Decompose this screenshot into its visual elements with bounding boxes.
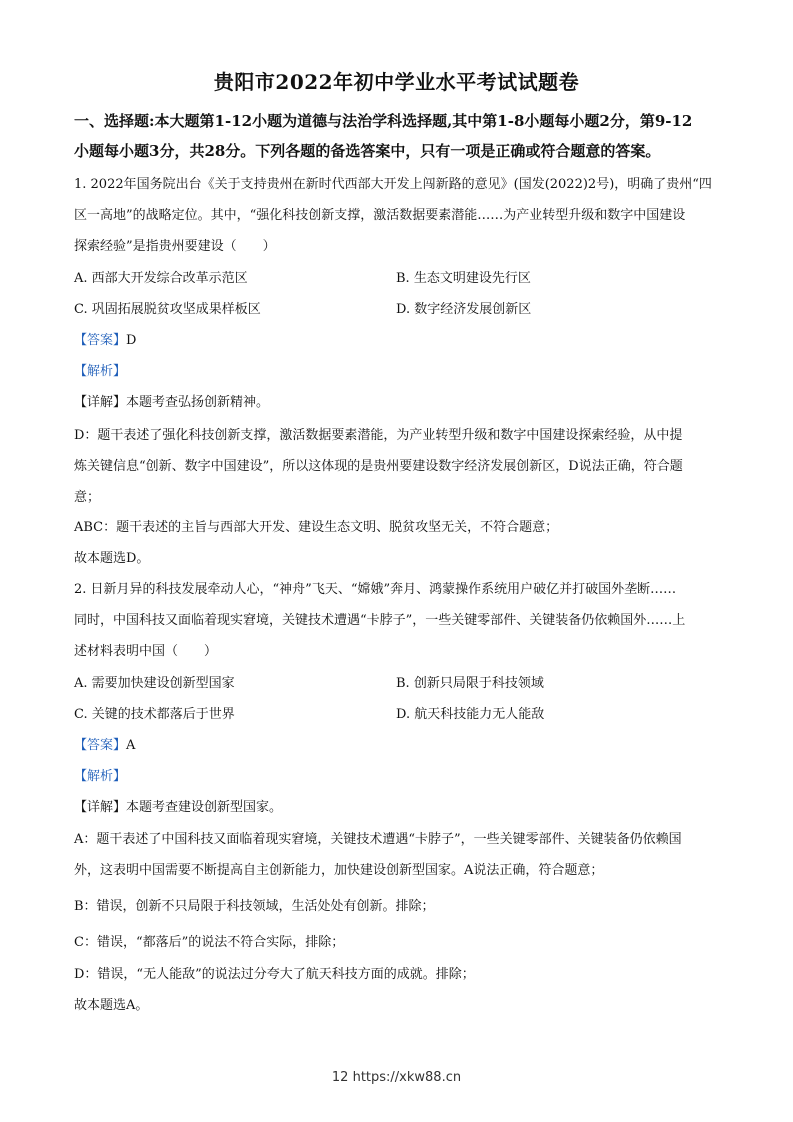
q1-stem-line-1: 1. 2022年国务院出台《关于支持贵州在新时代西部大开发上闯新路的意见》(国发(2022)2号)，明确了贵州“四: [74, 177, 712, 192]
q1-conclusion: 故本题选D。: [74, 551, 150, 566]
q2-answer: [74, 734, 724, 753]
q2-analysis: [74, 765, 724, 784]
section-heading-line-2: 小题每小题3分，共28分。下列各题的备选答案中，只有一项是正确或符合题意的答案。: [74, 142, 661, 160]
q1-option-b: B. 生态文明建设先行区: [396, 271, 531, 286]
q1-analysis: [74, 360, 724, 379]
q1-explain-line-3: 意；: [74, 490, 101, 505]
q1-stem-line-3: 探索经验”是指贵州要建设（ ）: [74, 239, 276, 254]
page-footer: 12 https://xkw88.cn: [331, 1070, 462, 1085]
q2-explain-line-3: B：错误，创新不只局限于科技领域，生活处处有创新。排除；: [74, 899, 435, 914]
q1-option-d: D. 数字经济发展创新区: [396, 302, 532, 317]
q2-explain-line-2: 外，这表明中国需要不断提高自主创新能力，加快建设创新型国家。A说法正确，符合题意；: [74, 863, 604, 878]
q1-explain-line-4: ABC：题干表述的主旨与西部大开发、建设生态文明、脱贫攻坚无关，不符合题意；: [74, 520, 559, 535]
q1-answer-value: D: [126, 333, 137, 348]
q2-option-d: D. 航天科技能力无人能敌: [396, 707, 545, 722]
q1-analysis-tag: 【解析】: [74, 364, 127, 379]
q1-explain-line-1: D：题干表述了强化科技创新支撑，激活数据要素潜能，为产业转型升级和数字中国建设探索经验，从中提: [74, 428, 683, 443]
q1-explain-line-2: 炼关键信息“创新、数字中国建设”，所以这体现的是贵州要建设数字经济发展创新区，D说法正确，符合题: [74, 459, 683, 474]
q1-detail-text: 本题考查弘扬创新精神。: [126, 395, 270, 410]
q2-stem-line-1: 2. 日新月异的科技发展牵动人心，“神舟”飞天、“嫦娥”奔月、鸿蒙操作系统用户破亿并打破国外垄断……: [74, 582, 677, 597]
q2-option-a: A. 需要加快建设创新型国家: [74, 676, 235, 691]
q2-detail-text: 本题考查建设创新型国家。: [126, 800, 283, 815]
q2-analysis-tag: 【解析】: [74, 769, 127, 784]
q2-option-b: B. 创新只局限于科技领域: [396, 676, 544, 691]
q1-answer-tag: 【答案】: [74, 333, 127, 348]
section-heading-line-1: 一、选择题:本大题第1-12小题为道德与法治学科选择题,其中第1-8小题每小题2分，第9-12: [74, 112, 693, 130]
q2-option-c: C. 关键的技术都落后于世界: [74, 707, 235, 722]
q1-stem-line-2: 区一高地”的战略定位。其中，“强化科技创新支撑，激活数据要素潜能……为产业转型升级和数字中国建设: [74, 208, 686, 223]
q1-detail: [74, 391, 724, 410]
q2-detail-tag: 【详解】: [74, 800, 127, 815]
q2-answer-value: A: [126, 738, 136, 753]
q2-detail: [74, 796, 724, 815]
q2-explain-line-1: A：题干表述了中国科技又面临着现实窘境，关键技术遭遇“卡脖子”，一些关键零部件、关键装备仍依赖国: [74, 832, 682, 847]
q1-answer: [74, 329, 724, 348]
q1-option-a: A. 西部大开发综合改革示范区: [74, 271, 248, 286]
q2-stem-line-2: 同时，中国科技又面临着现实窘境，关键技术遭遇“卡脖子”，一些关键零部件、关键装备仍依赖国外……上: [74, 613, 686, 628]
q2-conclusion: 故本题选A。: [74, 998, 149, 1013]
page-title: 贵阳市2022年初中学业水平考试试题卷: [213, 70, 580, 94]
q2-explain-line-4: C：错误，“都落后”的说法不符合实际，排除；: [74, 935, 345, 950]
q2-answer-tag: 【答案】: [74, 738, 127, 753]
q2-stem-line-3: 述材料表明中国（ ）: [74, 644, 218, 659]
q2-explain-line-5: D：错误，“无人能敌”的说法过分夸大了航天科技方面的成就。排除；: [74, 967, 475, 982]
q1-detail-tag: 【详解】: [74, 395, 127, 410]
q1-option-c: C. 巩固拓展脱贫攻坚成果样板区: [74, 302, 261, 317]
